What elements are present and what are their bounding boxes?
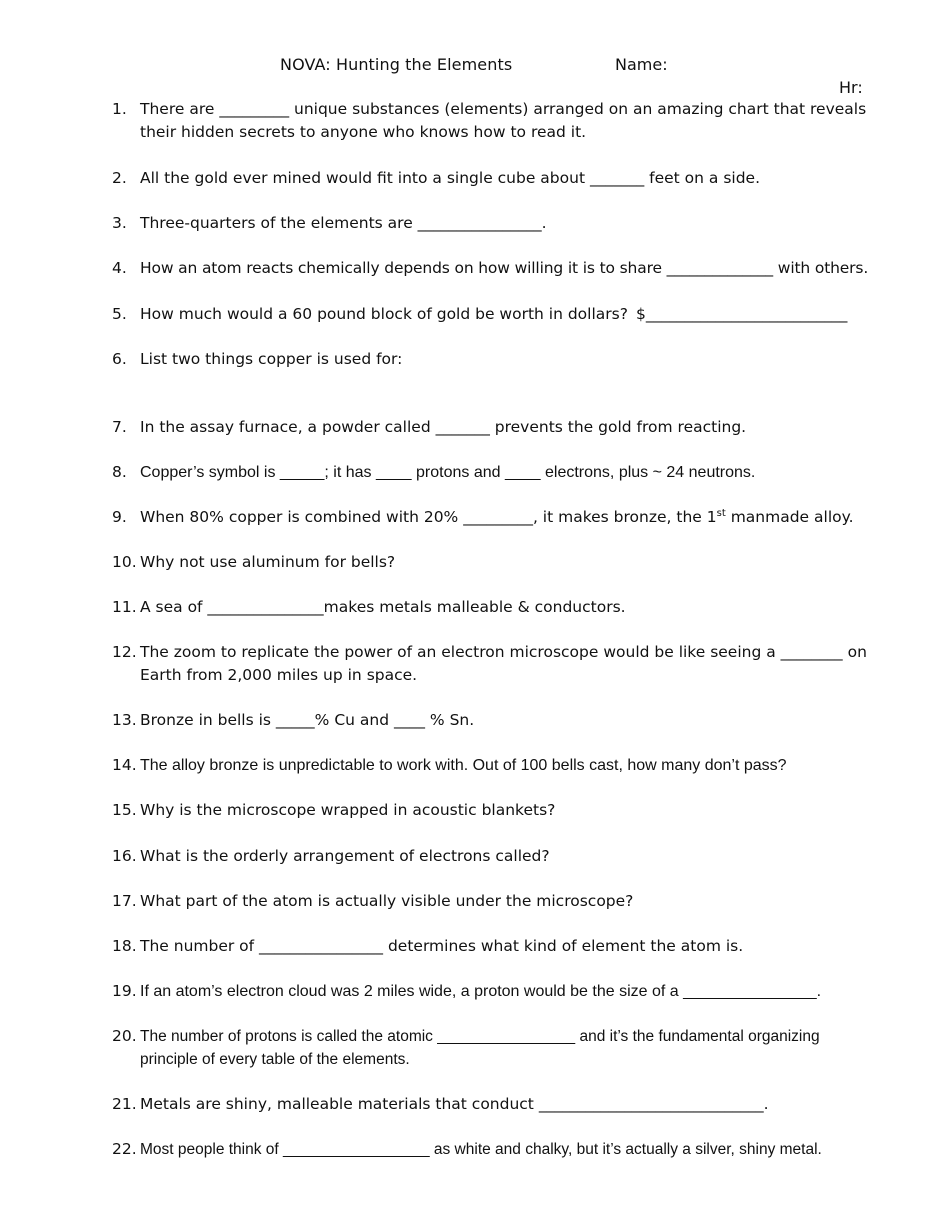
question-number: 14. xyxy=(112,756,137,774)
answer-blank: $__________________________ xyxy=(636,305,848,323)
hour-label: Hr: xyxy=(839,78,863,97)
question-9 xyxy=(112,506,902,529)
question-number: 22. xyxy=(112,1140,137,1158)
question-text: All the gold ever mined would fit into a single cube about _______ feet on a side. xyxy=(140,169,761,187)
question-text: Metals are shiny, malleable materials that conduct _____________________________. xyxy=(140,1095,769,1113)
question-14 xyxy=(112,754,902,777)
question-5 xyxy=(112,303,902,326)
question-18 xyxy=(112,935,902,958)
question-text: Copper’s symbol is _____; it has ____ protons and ____ electrons, plus ~ 24 neutrons. xyxy=(140,464,756,481)
question-4 xyxy=(112,257,912,280)
question-text: In the assay furnace, a powder called _______ prevents the gold from reacting. xyxy=(140,418,747,436)
question-21 xyxy=(112,1093,902,1116)
question-20 xyxy=(112,1025,912,1071)
question-number: 3. xyxy=(112,214,127,232)
question-text: The number of protons is called the atomic ________________ and it’s the fundamental organizing xyxy=(140,1028,820,1045)
question-text: How much would a 60 pound block of gold be worth in dollars? xyxy=(140,305,628,323)
question-text: The number of ________________ determines what kind of element the atom is. xyxy=(140,937,744,955)
question-3 xyxy=(112,212,902,235)
question-text: There are _________ unique substances (elements) arranged on an amazing chart that reveals xyxy=(140,100,867,118)
question-8 xyxy=(112,461,902,484)
question-text: Why is the microscope wrapped in acoustic blankets? xyxy=(140,801,556,819)
question-17 xyxy=(112,890,902,913)
question-11 xyxy=(112,596,902,619)
question-text: The zoom to replicate the power of an electron microscope would be like seeing a ________ on xyxy=(140,643,867,661)
question-number: 8. xyxy=(112,463,127,481)
question-text: A sea of _______________makes metals malleable & conductors. xyxy=(140,598,626,616)
question-text: What part of the atom is actually visible under the microscope? xyxy=(140,892,634,910)
superscript: st xyxy=(716,507,726,519)
name-label: Name: xyxy=(615,55,668,74)
question-22 xyxy=(112,1138,922,1161)
question-number: 7. xyxy=(112,418,127,436)
question-16 xyxy=(112,845,902,868)
question-text: How an atom reacts chemically depends on how willing it is to share ______________ with others. xyxy=(140,259,869,277)
question-number: 15. xyxy=(112,801,137,819)
question-number: 11. xyxy=(112,598,137,616)
question-2 xyxy=(112,167,902,190)
question-text: List two things copper is used for: xyxy=(140,350,403,368)
page-title: NOVA: Hunting the Elements xyxy=(280,55,513,74)
question-number: 18. xyxy=(112,937,137,955)
question-text: What is the orderly arrangement of electrons called? xyxy=(140,847,550,865)
question-text: The alloy bronze is unpredictable to work with. Out of 100 bells cast, how many don’t pass? xyxy=(140,757,787,774)
question-number: 12. xyxy=(112,643,137,661)
question-number: 20. xyxy=(112,1027,137,1045)
question-number: 4. xyxy=(112,259,127,277)
question-text: Most people think of _________________ as white and chalky, but it’s actually a silver, shiny metal. xyxy=(140,1141,822,1158)
question-text-after: manmade alloy. xyxy=(725,508,854,526)
question-number: 10. xyxy=(112,553,137,571)
question-6 xyxy=(112,348,902,371)
question-text: Three-quarters of the elements are ________________. xyxy=(140,214,547,232)
question-number: 6. xyxy=(112,350,127,368)
question-13 xyxy=(112,709,902,732)
question-15 xyxy=(112,799,902,822)
question-text: When 80% copper is combined with 20% _________, it makes bronze, the 1 xyxy=(140,508,717,526)
question-number: 16. xyxy=(112,847,137,865)
question-number: 1. xyxy=(112,100,127,118)
question-text: Bronze in bells is _____% Cu and ____ % Sn. xyxy=(140,711,475,729)
question-10 xyxy=(112,551,902,574)
question-number: 2. xyxy=(112,169,127,187)
question-number: 19. xyxy=(112,982,137,1000)
question-12 xyxy=(112,641,902,687)
question-1 xyxy=(112,98,902,144)
question-number: 5. xyxy=(112,305,127,323)
question-continuation: principle of every table of the elements. xyxy=(140,1051,410,1068)
question-7 xyxy=(112,416,902,439)
question-text: Why not use aluminum for bells? xyxy=(140,553,396,571)
question-number: 17. xyxy=(112,892,137,910)
question-text: If an atom’s electron cloud was 2 miles wide, a proton would be the size of a _______________. xyxy=(140,983,822,1000)
question-19 xyxy=(112,980,902,1003)
question-number: 21. xyxy=(112,1095,137,1113)
question-number: 13. xyxy=(112,711,137,729)
question-continuation: Earth from 2,000 miles up in space. xyxy=(140,666,418,684)
question-number: 9. xyxy=(112,508,127,526)
question-continuation: their hidden secrets to anyone who knows how to read it. xyxy=(140,123,587,141)
